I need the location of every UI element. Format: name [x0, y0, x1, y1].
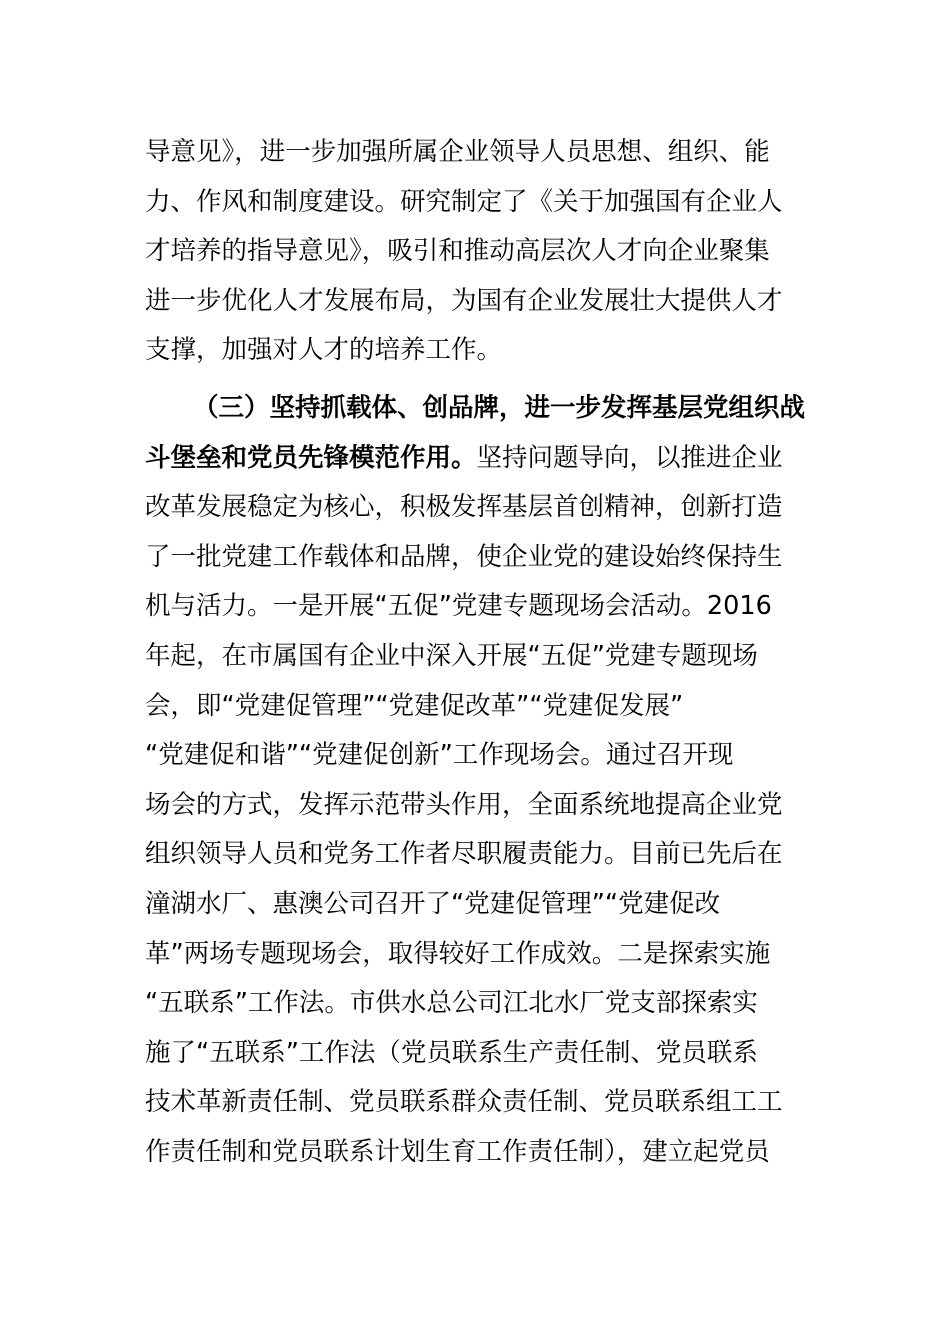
text-line: “党建促和谐”“党建促创新”工作现场会。通过召开现 — [145, 740, 734, 771]
section-heading: （三）坚持抓载体、创品牌，进一步发挥基层党组织战 — [193, 392, 806, 423]
text-line: “五联系”工作法。市供水总公司江北水厂党支部探索实 — [145, 988, 758, 1019]
body-text: 坚持问题导向，以推进企业 — [476, 442, 783, 473]
text-line: 支撑，加强对人才的培养工作。 — [145, 335, 503, 366]
text-line: 力、作风和制度建设。研究制定了《关于加强国有企业人 — [145, 186, 783, 217]
text-line: 年起，在市属国有企业中深入开展“五促”党建专题现场 — [145, 640, 758, 671]
text-line: 技术革新责任制、党员联系群众责任制、党员联系组工工 — [145, 1087, 783, 1118]
text-line — [145, 434, 809, 484]
text-line: 革”两场专题现场会，取得较好工作成效。二是探索实施 — [145, 938, 771, 969]
text-line: 导意见》，进一步加强所属企业领导人员思想、组织、能 — [145, 137, 770, 167]
text-line: 组织领导人员和党务工作者尽职履责能力。目前已先后在 — [145, 839, 783, 870]
paragraph-talent — [145, 128, 809, 376]
text-line: 施了“五联系”工作法（党员联系生产责任制、党员联系 — [145, 1037, 758, 1068]
text-line: 进一步优化人才发展布局，为国有企业发展壮大提供人才 — [145, 285, 783, 316]
text-line: 机与活力。一是开展“五促”党建专题现场会活动。2016 — [145, 591, 772, 622]
text-line: 潼湖水厂、惠澳公司召开了“党建促管理”“党建促改 — [145, 888, 721, 919]
text-line: 才培养的指导意见》，吸引和推动高层次人才向企业聚集 — [145, 236, 770, 267]
paragraph-carrier-brand — [145, 384, 809, 1178]
text-line: 改革发展稳定为核心，积极发挥基层首创精神，创新打造 — [145, 492, 783, 523]
document-page — [145, 128, 809, 1177]
text-line: 了一批党建工作载体和品牌，使企业党的建设始终保持生 — [145, 541, 783, 572]
text-line: 会，即“党建促管理”“党建促改革”“党建促发展” — [145, 690, 684, 721]
section-heading-continued: 斗堡垒和党员先锋模范作用。 — [145, 442, 477, 473]
text-line: 场会的方式，发挥示范带头作用，全面系统地提高企业党 — [145, 789, 783, 820]
text-line: 作责任制和党员联系计划生育工作责任制），建立起党员 — [145, 1136, 770, 1167]
